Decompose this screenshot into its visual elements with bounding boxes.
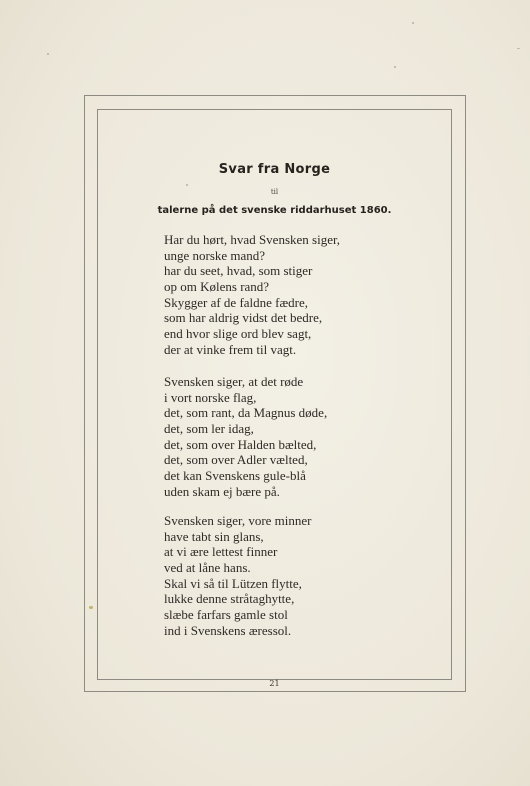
stanza-3 [164, 513, 312, 639]
verse-line: at vi ære lettest finner [164, 544, 278, 560]
poem-dedication-til: til [270, 188, 279, 196]
verse-line: op om Kølens rand? [164, 279, 270, 295]
verse-line: i vort norske flag, [164, 389, 257, 405]
paper-speck [517, 48, 520, 49]
verse-line: Svensken siger, at det røde [164, 374, 304, 389]
verse-line: uden skam ej bære på. [164, 483, 280, 499]
verse-line: det, som rant, da Magnus døde, [164, 405, 328, 421]
verse-line: end hvor slige ord blev sagt, [164, 326, 312, 342]
poem-title: Svar fra Norge [218, 162, 331, 177]
verse-line: det, som ler idag, [164, 421, 254, 437]
verse-line: slæbe farfars gamle stol [164, 607, 288, 623]
paper-speck [412, 22, 414, 24]
poem-subtitle: talerne på det svenske riddarhuset 1860. [157, 205, 392, 216]
page-number: 21 [269, 679, 280, 688]
verse-line: det kan Svenskens gule-blå [164, 468, 306, 484]
verse-line: der at vinke frem til vagt. [164, 341, 297, 357]
stanza-1 [164, 232, 340, 358]
verse-line: Svensken siger, vore minner [164, 513, 312, 528]
stanza-2 [164, 374, 327, 500]
verse-line: det, som over Halden bælted, [164, 436, 317, 452]
verse-line: lukke denne stråtaghytte, [164, 591, 295, 607]
paper-stain [89, 606, 93, 609]
verse-line: have tabt sin glans, [164, 528, 264, 544]
verse-line: Har du hørt, hvad Svensken siger, [164, 232, 341, 247]
paper-speck [186, 184, 188, 186]
paper-speck [394, 66, 396, 68]
verse-line: har du seet, hvad, som stiger [164, 263, 313, 279]
verse-line: ind i Svenskens æressol. [164, 622, 292, 638]
verse-line: unge norske mand? [164, 247, 266, 263]
verse-line: Skygger af de faldne fædre, [164, 294, 309, 310]
paper-speck [47, 53, 49, 55]
verse-line: ved at låne hans. [164, 560, 251, 576]
verse-line: som har aldrig vidst det bedre, [164, 310, 323, 326]
verse-line: det, som over Adler vælted, [164, 452, 308, 468]
verse-line: Skal vi så til Lützen flytte, [164, 575, 302, 591]
